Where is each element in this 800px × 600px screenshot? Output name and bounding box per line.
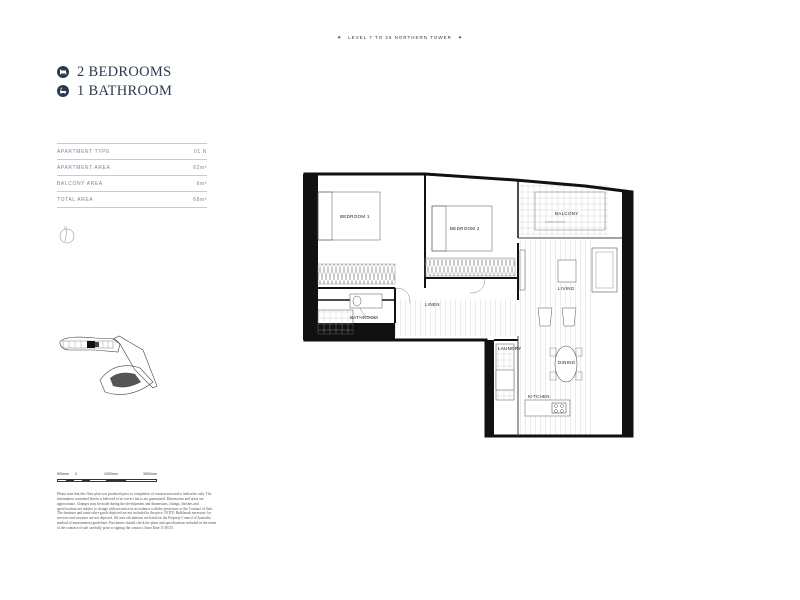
disclaimer-text: Please note that this floor plan was produced prior to completion of construction and is indicative only. The information contained herein is believed to be correct but is not guaranteed. Dimensions and areas are approximate. Changes may be made during the development and dimensions, fittings, finishes and specifications are subject to change without notice in accordance with the provisions of the Contract of Sale. The furniture and some other goods depicted are not included in the price. NOTE: Bulkheads necessary for services and structure are not depicted. All area calculations are based on the Property Council of Australia method of measurement guidelines. Purchasers should check the plans and specifications included in the terms of the contract of sale carefully prior to signing the contract. Issue Date 11/03/15.	[57, 492, 217, 530]
wall-block-right	[622, 192, 632, 436]
header-diamond-left: ✦	[336, 35, 343, 41]
label-bathroom: BATHROOM	[350, 315, 379, 320]
label-bedroom1: BEDROOM 1	[340, 214, 370, 219]
spec-row-type	[57, 143, 207, 159]
scale-segment	[82, 480, 90, 481]
fridge	[496, 370, 514, 390]
wall-block-bottom-right	[486, 340, 494, 436]
label-kitchen: KITCHEN	[528, 394, 550, 399]
north-compass-icon	[57, 225, 77, 250]
spec-value: 68m²	[193, 196, 207, 203]
bedrooms-row	[57, 63, 172, 81]
scale-label: 500mm	[57, 472, 69, 476]
bathrooms-label: 1 BATHROOM	[77, 82, 173, 99]
spec-label: APARTMENT TYPE	[57, 148, 111, 155]
coffee-table	[558, 260, 576, 282]
wall-block-left	[303, 174, 318, 340]
spec-label: TOTAL AREA	[57, 196, 94, 203]
page-header	[0, 35, 800, 41]
spec-value: 6m²	[196, 180, 207, 187]
shower	[318, 310, 353, 334]
label-balcony: BALCONY	[555, 211, 579, 216]
bedrooms-label: 2 BEDROOMS	[77, 63, 172, 80]
scale-label: 0	[75, 472, 77, 476]
room-summary	[57, 63, 172, 101]
scale-segment	[106, 480, 126, 481]
scale-label: 3000mm	[143, 472, 157, 476]
bath-icon	[57, 85, 69, 97]
label-living: LIVING	[558, 286, 575, 291]
bathrooms-row	[57, 82, 172, 100]
header-diamond-right: ✦	[457, 35, 464, 41]
wardrobe-bedroom2	[425, 258, 515, 276]
key-plan-diagram	[55, 330, 165, 405]
armchair-left	[538, 308, 552, 326]
armchair-right	[562, 308, 576, 326]
label-linen: LINEN	[425, 302, 440, 307]
scale-segment	[66, 480, 74, 481]
tv-unit	[520, 250, 525, 290]
header-text: LEVEL 7 TO 26 NORTHERN TOWER	[348, 35, 452, 40]
wardrobe-bedroom1	[318, 264, 395, 284]
scale-label: 1000mm	[104, 472, 118, 476]
label-dining: DINING	[558, 360, 576, 365]
sofa	[592, 248, 617, 292]
spec-row-apartment-area	[57, 159, 207, 175]
hall-floor	[395, 300, 518, 336]
floor-plan	[300, 168, 640, 448]
bed-icon	[57, 66, 69, 78]
spec-label: BALCONY AREA	[57, 180, 103, 187]
spec-value: 62m²	[193, 164, 207, 171]
spec-row-total-area	[57, 191, 207, 208]
label-laundry: LAUNDRY	[498, 346, 522, 351]
spec-row-balcony-area	[57, 175, 207, 191]
kitchen-bench	[525, 400, 570, 416]
scale-bar	[57, 479, 157, 482]
compass-letter: N	[64, 226, 67, 230]
label-bedroom2: BEDROOM 2	[450, 226, 480, 231]
spec-label: APARTMENT AREA	[57, 164, 111, 171]
toilet	[353, 296, 361, 306]
spec-table	[57, 143, 207, 208]
spec-value: 01 N	[194, 148, 207, 155]
